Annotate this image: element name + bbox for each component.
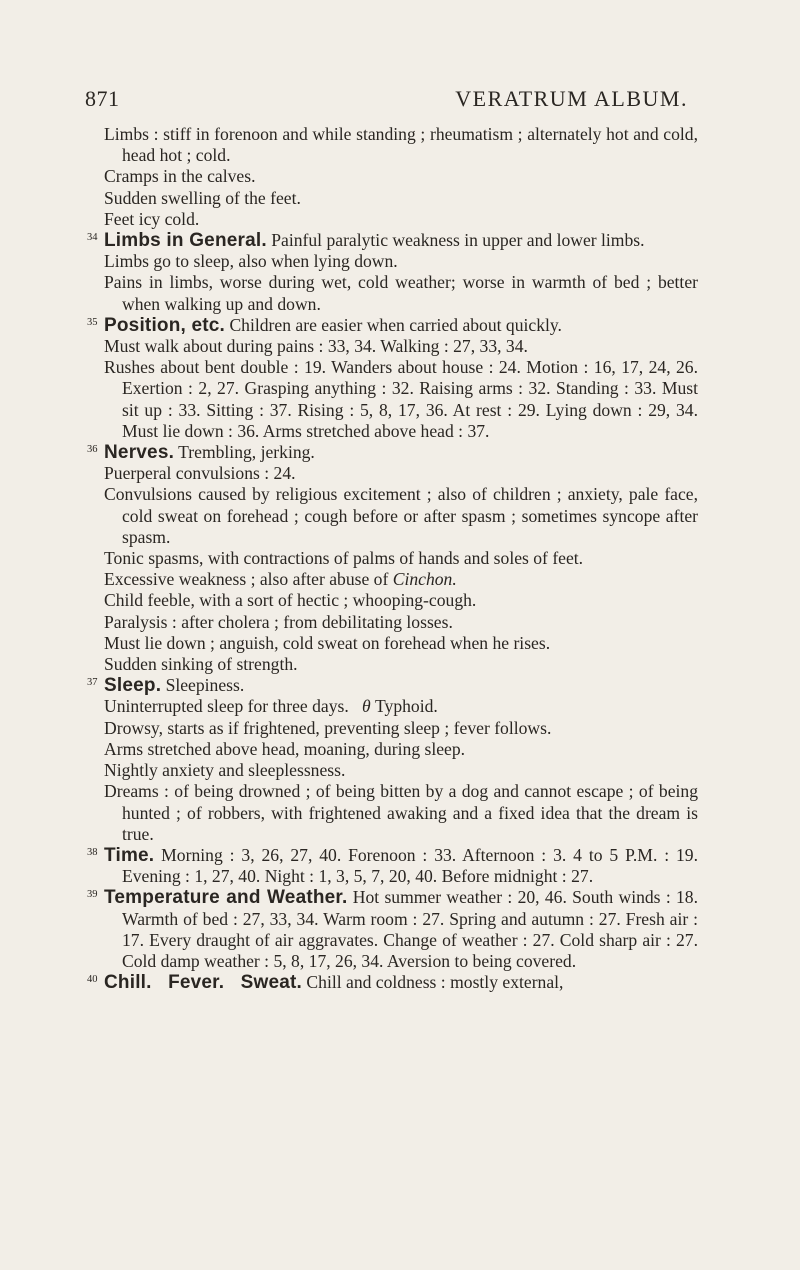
symptom-text: Sudden sinking of strength. xyxy=(104,654,298,675)
remedy-name: Cinchon. xyxy=(392,569,457,590)
symptom-entry xyxy=(104,633,698,654)
symptom-entry xyxy=(104,463,698,484)
section-limbs-in-general xyxy=(87,230,698,252)
symptom-text: Convulsions caused by religious excitement ; also of children ; anxiety, pale face, cold sweat on forehead ; cough before or after spasm ; sometimes syncope after spasm. xyxy=(104,484,698,547)
clinical-symbol: θ xyxy=(361,696,371,717)
symptom-text: Tonic spasms, with contractions of palms of hands and soles of feet. xyxy=(104,548,584,569)
symptom-text: Typhoid. xyxy=(370,696,438,717)
symptom-text: Limbs : stiff in forenoon and while standing ; rheumatism ; alternately hot and cold, head hot ; cold. xyxy=(104,124,698,166)
symptom-text: Feet icy cold. xyxy=(104,208,200,229)
section-number: 35 xyxy=(87,316,98,328)
section-text: Hot summer weather : 20, 46. South winds : 18. Warmth of bed : 27, 33, 34. Warm room : 27. Spring and autumn : 27. Fresh air : 17. Every draught of air aggravates. Change of weather : 27. Cold sharp air : 27. Cold damp weather : 5, 8, 17, 26, 34. Aversion to being covered. xyxy=(122,887,698,971)
symptom-text: Limbs go to sleep, also when lying down. xyxy=(104,251,398,272)
symptom-text: Drowsy, starts as if frightened, preventing sleep ; fever follows. xyxy=(104,717,552,738)
section-time xyxy=(87,844,698,887)
symptom-entry xyxy=(104,357,698,442)
symptom-entry xyxy=(104,569,698,590)
section-number: 38 xyxy=(87,846,98,858)
section-title: Sleep. xyxy=(104,675,162,697)
symptom-entry xyxy=(104,590,698,611)
section-temperature-and-weather xyxy=(87,887,698,972)
symptom-entry xyxy=(104,188,698,209)
symptom-entry xyxy=(104,739,698,760)
section-position xyxy=(87,314,698,336)
symptom-entry xyxy=(104,272,698,314)
section-number: 36 xyxy=(87,444,98,456)
section-text: Children are easier when carried about quickly. xyxy=(225,314,562,335)
section-title: Limbs in General. xyxy=(104,230,267,252)
symptom-entry xyxy=(104,484,698,548)
symptom-text: Paralysis : after cholera ; from debilitating losses. xyxy=(104,611,453,632)
symptom-entry xyxy=(104,166,698,187)
symptom-text: Must walk about during pains : 33, 34. Walking : 27, 33, 34. xyxy=(104,336,528,357)
section-number: 40 xyxy=(87,974,98,986)
symptom-text: Cramps in the calves. xyxy=(104,166,256,187)
symptom-text: Uninterrupted sleep for three days. xyxy=(104,696,349,717)
section-title: Time. xyxy=(104,844,155,866)
symptom-text: Child feeble, with a sort of hectic ; whooping-cough. xyxy=(104,590,477,611)
symptom-text: Sudden swelling of the feet. xyxy=(104,187,301,208)
symptom-text: Must lie down ; anguish, cold sweat on forehead when he rises. xyxy=(104,632,551,653)
section-title: Chill. xyxy=(104,972,152,994)
section-sleep xyxy=(87,675,698,697)
symptom-text: Nightly anxiety and sleeplessness. xyxy=(104,760,346,781)
symptom-entry xyxy=(104,718,698,739)
symptom-entry xyxy=(104,760,698,781)
symptom-text: Rushes about bent double : 19. Wanders about house : 24. Motion : 16, 17, 24, 26. Exertion : 2, 27. Grasping anything : 32. Raising arms : 32. Standing : 33. Must sit up : 33. Sitting : 37. Rising : 5, 8, 17, 36. At rest : 29. Lying down : 29, 34. Must lie down : 36. Arms stretched above head : 37. xyxy=(104,357,698,441)
symptom-entry xyxy=(104,781,698,845)
symptom-text: Arms stretched above head, moaning, during sleep. xyxy=(104,738,466,759)
symptom-text: Dreams : of being drowned ; of being bitten by a dog and cannot escape ; of being hunted ; of robbers, with frightened awaking and a fixed idea that the dream is true. xyxy=(104,781,698,844)
section-number: 39 xyxy=(87,889,98,901)
page-number: 871 xyxy=(85,86,120,111)
section-title: Sweat. xyxy=(240,972,303,994)
symptom-entry xyxy=(104,209,698,230)
section-text: Sleepiness. xyxy=(161,675,245,696)
symptom-text: Excessive weakness ; also after abuse of xyxy=(104,569,393,590)
section-number: 34 xyxy=(87,232,98,244)
section-text: Chill and coldness : mostly external, xyxy=(302,972,564,993)
symptom-entry xyxy=(104,612,698,633)
symptom-text: Pains in limbs, worse during wet, cold weather; worse in warmth of bed ; better when walking up and down. xyxy=(104,272,698,314)
section-title: Fever. xyxy=(168,972,225,994)
page-body xyxy=(87,124,698,994)
symptom-entry xyxy=(104,654,698,675)
symptom-entry xyxy=(104,124,698,166)
section-chill-fever-sweat xyxy=(87,972,698,994)
section-title: Nerves. xyxy=(104,442,175,464)
section-text: Morning : 3, 26, 27, 40. Forenoon : 33. Afternoon : 3. 4 to 5 P.M. : 19. Evening : 1, 27, 40. Night : 1, 3, 5, 7, 20, 40. Before midnight : 27. xyxy=(122,844,698,887)
symptom-entry xyxy=(104,548,698,569)
section-title: Temperature and Weather. xyxy=(104,887,348,909)
symptom-entry xyxy=(104,251,698,272)
section-title: Position, etc. xyxy=(104,314,226,336)
symptom-entry xyxy=(104,336,698,357)
page-header xyxy=(85,86,688,114)
section-text: Trembling, jerking. xyxy=(174,442,315,463)
section-text: Painful paralytic weakness in upper and lower limbs. xyxy=(266,230,645,251)
running-title: VERATRUM ALBUM. xyxy=(455,86,688,111)
section-nerves xyxy=(87,442,698,464)
symptom-entry xyxy=(104,696,698,717)
symptom-text: Puerperal convulsions : 24. xyxy=(104,463,296,484)
section-number: 37 xyxy=(87,677,98,689)
